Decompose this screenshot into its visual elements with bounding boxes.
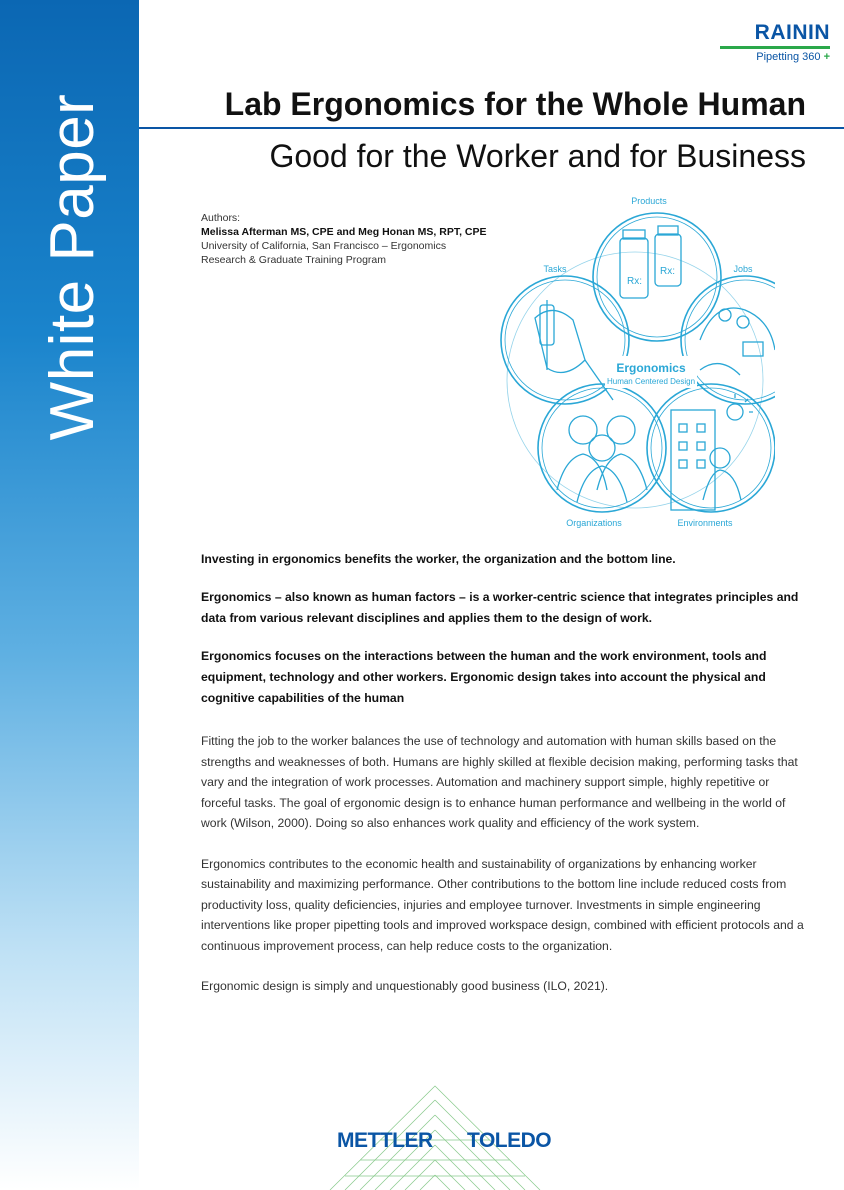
- label-products: Products: [631, 196, 667, 206]
- body-paragraph-2: Ergonomics contributes to the economic health and sustainability of organizations by enhancing worker sustainability and maximizing performance. Other contributions to the bottom line include reduced costs from productivity loss, quality deficiencies, injuries and employee turnover. Investments in simple engineering interventions like proper pipetting tools and improved workspace design, combined with efficient protocols and a continuous improvement process, can help reduce costs to the organization.: [201, 856, 804, 953]
- author-names: Melissa Afterman MS, CPE and Meg Honan MS, RPT, CPE: [201, 226, 487, 238]
- environments-circle-inner: [651, 388, 771, 508]
- people-icon: [557, 416, 647, 502]
- products-circle: [593, 213, 721, 341]
- page-title: Lab Ergonomics for the Whole Human: [224, 86, 806, 122]
- document-type-label: White Paper: [38, 93, 107, 441]
- intro-bold-1: Investing in ergonomics benefits the worker, the organization and the bottom line.: [201, 552, 676, 566]
- logo-word-toledo: TOLEDO: [467, 1129, 552, 1152]
- mettler-toledo-logo: [337, 1128, 552, 1154]
- center-subtitle: Human Centered Design: [606, 377, 696, 386]
- label-tasks: Tasks: [543, 264, 567, 274]
- page-subtitle: Good for the Worker and for Business: [269, 138, 806, 174]
- pipette-hand-icon: [535, 300, 613, 400]
- authors-heading: Authors:: [201, 212, 241, 224]
- label-environments: Environments: [677, 518, 733, 528]
- brand-plus: +: [823, 51, 830, 63]
- title-divider: [139, 127, 844, 129]
- brand-name: RAININ: [754, 21, 830, 44]
- researcher-icon: [700, 308, 775, 375]
- authors-block: [201, 211, 491, 267]
- ergonomics-diagram: [495, 190, 775, 535]
- rainin-logo: [720, 22, 830, 63]
- brand-tagline: [720, 51, 830, 63]
- brand-rule: [720, 46, 830, 49]
- sidebar-band: [0, 0, 139, 1190]
- logo-word-mettler: METTLER: [337, 1129, 433, 1152]
- brand-tagline-text: Pipetting 360: [756, 51, 821, 63]
- label-jobs: Jobs: [733, 264, 753, 274]
- jobs-circle-inner: [685, 280, 775, 400]
- intro-bold-3: Ergonomics focuses on the interactions between the human and the work environment, tools and equipment, technology and other workers. Ergonomic design takes into account the physical and cognitive capabilities of the human: [201, 649, 767, 705]
- body-paragraph-3: Ergonomic design is simply and unquestionably good business (ILO, 2021).: [201, 979, 609, 993]
- intro-bold-2: Ergonomics – also known as human factors – is a worker-centric science that integrates principles and data from various relevant disciplines and applies them to the design of work.: [201, 590, 799, 625]
- vials-icon: [620, 226, 681, 298]
- main-content: [201, 549, 807, 1017]
- label-organizations: Organizations: [566, 518, 622, 528]
- vial-label-1: Rx:: [627, 276, 642, 287]
- organizations-circle-inner: [542, 388, 662, 508]
- center-title: Ergonomics: [616, 361, 686, 375]
- author-affiliation-line-2: Research & Graduate Training Program: [201, 254, 387, 266]
- vial-label-2: Rx:: [660, 266, 675, 277]
- body-paragraph-1: Fitting the job to the worker balances the use of technology and automation with human skills based on the strengths and weaknesses of both. Humans are highly skilled at flexible decision making, performing tasks that vary and the integration of work processes. Automation and machinery support simple, highly repetitive or forceful tasks. The goal of ergonomic design is to enhance human performance and wellbeing in the world of work (Wilson, 2000). Doing so also enhances work quality and efficiency of the work system.: [201, 734, 798, 830]
- author-affiliation-line-1: University of California, San Francisco – Ergonomics: [201, 240, 447, 252]
